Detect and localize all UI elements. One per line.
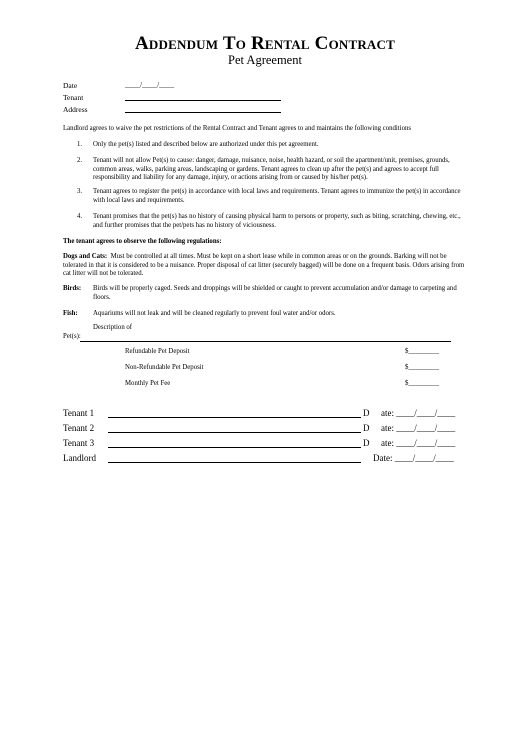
tenant2-date-field[interactable]: ate: ____/____/____ — [381, 423, 456, 433]
fish-text: Aquariums will not leak and will be cleaned regularly to prevent foul water and/or odors. — [93, 310, 336, 317]
description-label: Description of — [93, 324, 133, 331]
tenant1-label: Tenant 1 — [63, 408, 95, 418]
condition-text: Only the pet(s) listed and described below are authorized under this pet agreement. — [93, 141, 319, 148]
condition-text: Tenant promises that the pet(s) has no history of causing physical harm to persons or property, such as biting, scratching, chewing, etc., and further promises that the pet/pets has no history of viciousness. — [93, 213, 461, 229]
address-label: Address — [63, 105, 88, 114]
tenant2-signature-field[interactable] — [108, 432, 361, 433]
tenant3-label: Tenant 3 — [63, 438, 95, 448]
intro-paragraph: Landlord agrees to waive the pet restrictions of the Rental Contract and Tenant agrees to and maintains the following conditions — [63, 125, 412, 132]
fish-label: Fish: — [63, 310, 78, 317]
date-label: Date — [63, 81, 78, 90]
document-title — [0, 33, 530, 55]
tenant3-date-field[interactable]: ate: ____/____/____ — [381, 438, 456, 448]
date-field[interactable]: ____/____/____ — [125, 80, 175, 89]
condition-text: Tenant agrees to register the pet(s) in accordance with local laws and requirements. Tenant agrees to immunize the pet(s) in accordance with local laws and requirements. — [93, 188, 461, 204]
non-refundable-deposit-amount[interactable]: $_________ — [405, 364, 439, 371]
tenant3-date-d: D — [363, 438, 370, 448]
condition-number: 2. — [77, 157, 83, 164]
tenant2-date-d: D — [363, 423, 370, 433]
refundable-deposit-label: Refundable Pet Deposit — [125, 348, 190, 355]
dogs-cats-text: Must be controlled at all times. Must be kept on a short lease while in common areas or on the grounds. Barking will not be tolerated in that it is considered to be a nuisance. Proper disposal of cat litter (securely bagged) will be done on a frequent basis. Odors arising from cat litter will not be tolerated. — [63, 253, 465, 278]
refundable-deposit-amount[interactable]: $_________ — [405, 348, 439, 355]
tenant-field[interactable] — [125, 100, 281, 101]
landlord-date-field[interactable]: Date: ____/____/____ — [373, 453, 454, 463]
condition-number: 1. — [77, 141, 83, 148]
monthly-fee-amount[interactable]: $_________ — [405, 380, 439, 387]
dogs-cats-label: Dogs and Cats: — [63, 253, 108, 260]
monthly-fee-label: Monthly Pet Fee — [125, 380, 171, 387]
tenant1-date-d: D — [363, 408, 370, 418]
condition-number: 4. — [77, 213, 83, 220]
birds-text: Birds will be properly caged. Seeds and droppings will be shielded or caught to prevent accumulation and/or damage to carpeting and floors. — [93, 285, 457, 301]
non-refundable-deposit-label: Non-Refundable Pet Deposit — [125, 364, 204, 371]
tenant3-signature-field[interactable] — [108, 447, 361, 448]
title-text: Addendum To Rental Contract — [135, 33, 395, 54]
tenant1-date-field[interactable]: ate: ____/____/____ — [381, 408, 456, 418]
dogs-cats-regulation — [63, 253, 468, 279]
pets-label: Pet(s): — [63, 333, 81, 340]
document-subtitle: Pet Agreement — [228, 53, 302, 67]
tenant2-label: Tenant 2 — [63, 423, 95, 433]
landlord-signature-field[interactable] — [108, 462, 361, 463]
condition-text: Tenant will not allow Pet(s) to cause: danger, damage, nuisance, noise, health hazard, or soil the apartment/unit, premises, grounds, common areas, walks, parking areas, landscaping or gardens. Tenant agrees to clean up after the pet(s) and agrees to accept full responsibility and liability for any damage, injury, or actions arising from or caused by his/her pet(s). — [93, 157, 450, 182]
regulations-heading: The tenant agrees to observe the following regulations: — [63, 238, 222, 245]
condition-number: 3. — [77, 188, 83, 195]
tenant-label: Tenant — [63, 93, 84, 102]
birds-label: Birds: — [63, 285, 82, 292]
address-field[interactable] — [125, 112, 281, 113]
landlord-label: Landlord — [63, 453, 96, 463]
pets-description-field[interactable] — [80, 341, 451, 342]
tenant1-signature-field[interactable] — [108, 417, 361, 418]
